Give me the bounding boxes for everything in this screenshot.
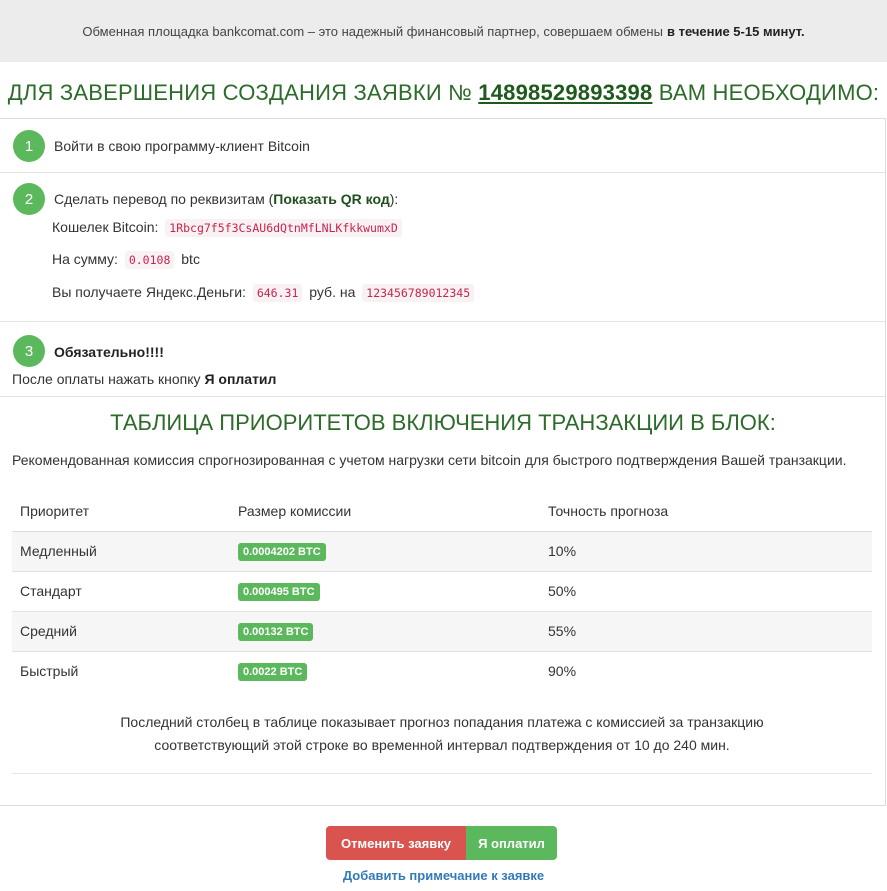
fee-badge: 0.00132 BTC xyxy=(238,623,313,641)
priority-note-line-1: Последний столбец в таблице показывает прогноз попадания платежа с комиссией за транзакцию xyxy=(120,714,764,730)
priority-table-title: ТАБЛИЦА ПРИОРИТЕТОВ ВКЛЮЧЕНИЯ ТРАНЗАКЦИИ В БЛОК: xyxy=(110,410,776,435)
row-fee xyxy=(230,571,540,611)
step-3-text-bold: Я оплатил xyxy=(204,371,277,387)
step-2-text-before: Сделать перевод по реквизитам ( xyxy=(54,191,274,207)
banner-bold-text: в течение 5-15 минут. xyxy=(666,23,805,39)
header-priority: Приоритет xyxy=(12,491,230,531)
receive-account[interactable]: 123456789012345 xyxy=(362,284,474,302)
step-2-instruction xyxy=(54,191,398,207)
action-buttons xyxy=(326,826,557,860)
step-1-text: Войти в свою программу-клиент Bitcoin xyxy=(54,138,310,154)
instructions-panel xyxy=(0,118,886,806)
priority-note xyxy=(12,711,872,757)
step-2-text-after: ): xyxy=(389,191,399,207)
banner-text: Обменная площадка bankcomat.com – это надежный финансовый партнер, совершаем обмены xyxy=(82,23,663,39)
row-accuracy: 50% xyxy=(540,571,872,611)
header-accuracy: Точность прогноза xyxy=(540,491,872,531)
add-note-link[interactable]: Добавить примечание к заявке xyxy=(342,868,545,883)
row-accuracy: 90% xyxy=(540,651,872,691)
order-title-prefix: ДЛЯ ЗАВЕРШЕНИЯ СОЗДАНИЯ ЗАЯВКИ № xyxy=(7,80,472,105)
receive-amount[interactable]: 646.31 xyxy=(253,284,303,302)
receive-unit: руб. на xyxy=(309,284,356,300)
cancel-order-button[interactable]: Отменить заявку xyxy=(326,826,466,860)
top-banner xyxy=(0,0,887,62)
receive-label: Вы получаете Яндекс.Деньги: xyxy=(52,284,246,300)
step-3-text-main: После оплаты нажать кнопку xyxy=(12,371,201,387)
priority-note-line-2: соответствующий этой строке во временной интервал подтверждения от 10 до 240 мин. xyxy=(154,737,730,753)
amount-unit: btc xyxy=(181,251,200,267)
row-priority: Медленный xyxy=(12,531,230,571)
wallet-label: Кошелек Bitcoin: xyxy=(52,219,159,235)
row-fee xyxy=(230,531,540,571)
row-priority: Быстрый xyxy=(12,651,230,691)
step-3 xyxy=(0,322,886,397)
order-number-link[interactable]: 14898529893398 xyxy=(478,80,653,105)
table-header-row xyxy=(12,491,872,531)
table-row xyxy=(12,651,872,691)
table-row xyxy=(12,571,872,611)
show-qr-code-link[interactable]: Показать QR код xyxy=(273,191,390,207)
row-priority: Стандарт xyxy=(12,571,230,611)
fee-badge: 0.000495 BTC xyxy=(238,583,320,601)
row-priority: Средний xyxy=(12,611,230,651)
table-row xyxy=(12,531,872,571)
priority-table xyxy=(12,491,872,691)
step-number-3: 3 xyxy=(13,335,45,367)
step-3-text xyxy=(12,371,276,387)
step-3-title: Обязательно!!!! xyxy=(54,344,164,360)
fee-badge: 0.0004202 BTC xyxy=(238,543,326,561)
paid-button[interactable]: Я оплатил xyxy=(466,826,557,860)
row-accuracy: 10% xyxy=(540,531,872,571)
receive-row xyxy=(52,284,477,300)
priority-description: Рекомендованная комиссия спрогнозированная с учетом нагрузки сети bitcoin для быстрого подтверждения Вашей транзакции. xyxy=(12,452,847,468)
order-title xyxy=(0,80,887,106)
divider xyxy=(12,773,872,774)
amount-label: На сумму: xyxy=(52,251,118,267)
wallet-address[interactable]: 1Rbcg7f5f3CsAU6dQtnMfLNLKfkkwumxD xyxy=(165,219,401,237)
table-row xyxy=(12,611,872,651)
amount-value[interactable]: 0.0108 xyxy=(125,251,175,269)
row-fee xyxy=(230,651,540,691)
wallet-row xyxy=(52,219,405,235)
row-fee xyxy=(230,611,540,651)
fee-badge: 0.0022 BTC xyxy=(238,663,307,681)
step-1 xyxy=(0,119,886,173)
header-fee: Размер комиссии xyxy=(230,491,540,531)
row-accuracy: 55% xyxy=(540,611,872,651)
step-number-2: 2 xyxy=(13,183,45,215)
order-title-suffix: ВАМ НЕОБХОДИМО: xyxy=(658,80,880,105)
amount-row xyxy=(52,251,200,267)
step-2 xyxy=(0,173,886,322)
step-number-1: 1 xyxy=(13,130,45,162)
